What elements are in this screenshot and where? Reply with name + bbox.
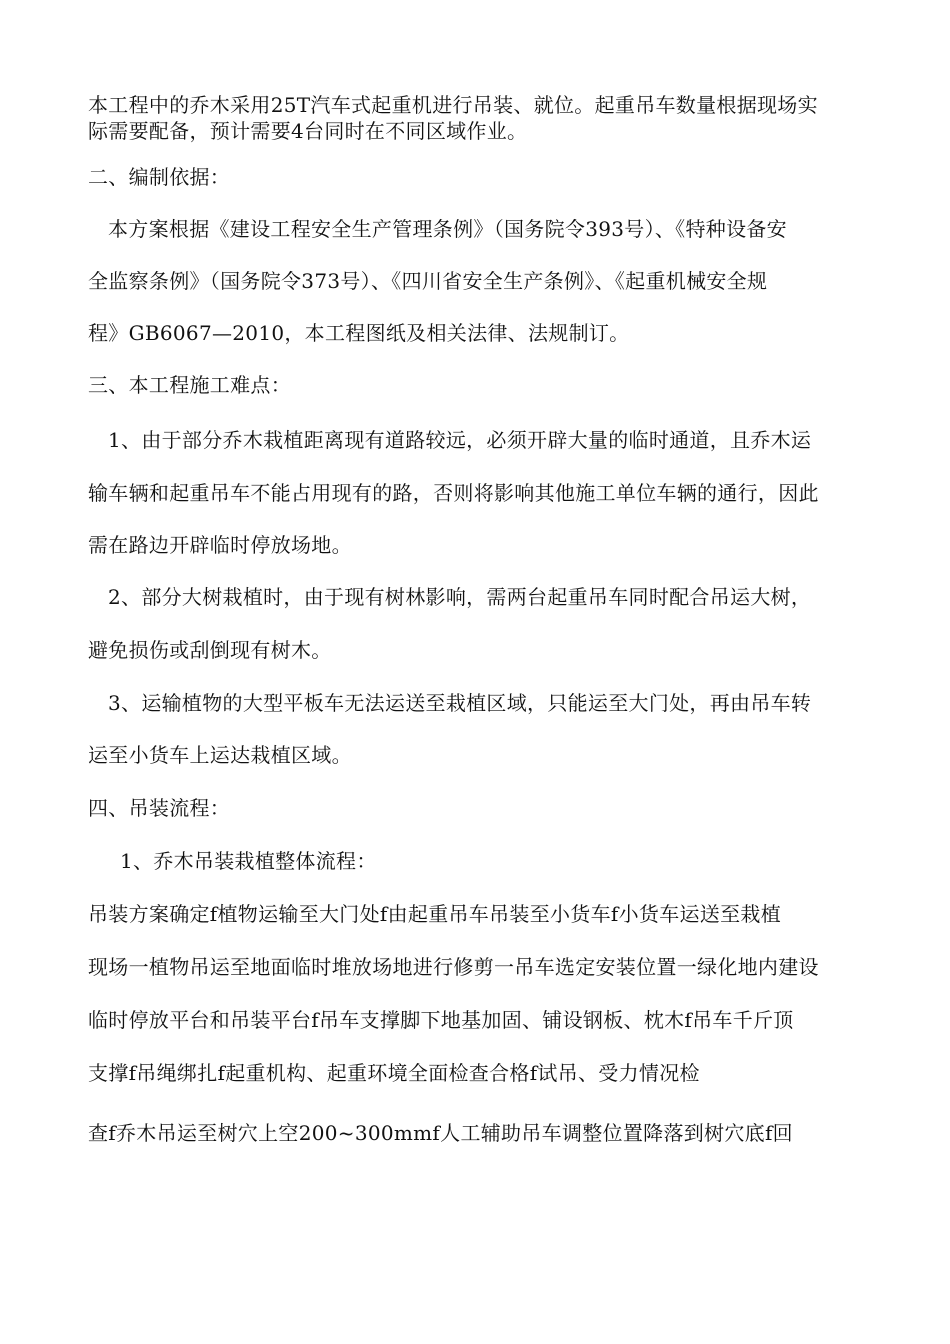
text-line: 避免损伤或刮倒现有树木。 [88,638,332,662]
section-heading: 四、吊装流程： [88,796,231,820]
text-line: 2、部分大树栽植时，由于现有树林影响，需两台起重吊车同时配合吊运大树， [108,585,812,609]
subsection-heading: 1、乔木吊装栽植整体流程： [120,849,377,873]
text-line: 运至小货车上运达栽植区域。 [88,743,352,767]
section-heading: 三、本工程施工难点： [88,373,291,397]
text-line: 需在路边开辟临时停放场地。 [88,533,352,557]
text-line: 查f乔木吊运至树穴上空200~300mmf人工辅助吊车调整位置降落到树穴底f回 [88,1121,793,1145]
text-line: 际需要配备，预计需要4台同时在不同区域作业。 [88,119,528,143]
section-heading: 二、编制依据： [88,165,231,189]
text-line: 现场一植物吊运至地面临时堆放场地进行修剪一吊车选定安装位置一绿化地内建设 [88,955,819,979]
text-line: 本工程中的乔木采用25T汽车式起重机进行吊装、就位。起重吊车数量根据现场实 [88,93,818,117]
text-line: 支撑f吊绳绑扎f起重机构、起重环境全面检查合格f试吊、受力情况检 [88,1061,700,1085]
text-line: 1、由于部分乔木栽植距离现有道路较远，必须开辟大量的临时通道，且乔木运 [108,428,812,452]
text-line: 吊装方案确定f植物运输至大门处f由起重吊车吊装至小货车f小货车运送至栽植 [88,902,782,926]
text-line: 输车辆和起重吊车不能占用现有的路，否则将影响其他施工单位车辆的通行，因此 [88,481,819,505]
text-line: 本方案根据《建设工程安全生产管理条例》（国务院令393号）、《特种设备安 [108,217,787,241]
text-line: 全监察条例》（国务院令373号）、《四川省安全生产条例》、《起重机械安全规 [88,269,768,293]
text-line: 临时停放平台和吊装平台f吊车支撑脚下地基加固、铺设钢板、枕木f吊车千斤顶 [88,1008,794,1032]
text-line: 程》GB6067—2010，本工程图纸及相关法律、法规制订。 [88,321,630,345]
text-line: 3、运输植物的大型平板车无法运送至栽植区域，只能运至大门处，再由吊车转 [108,691,812,715]
